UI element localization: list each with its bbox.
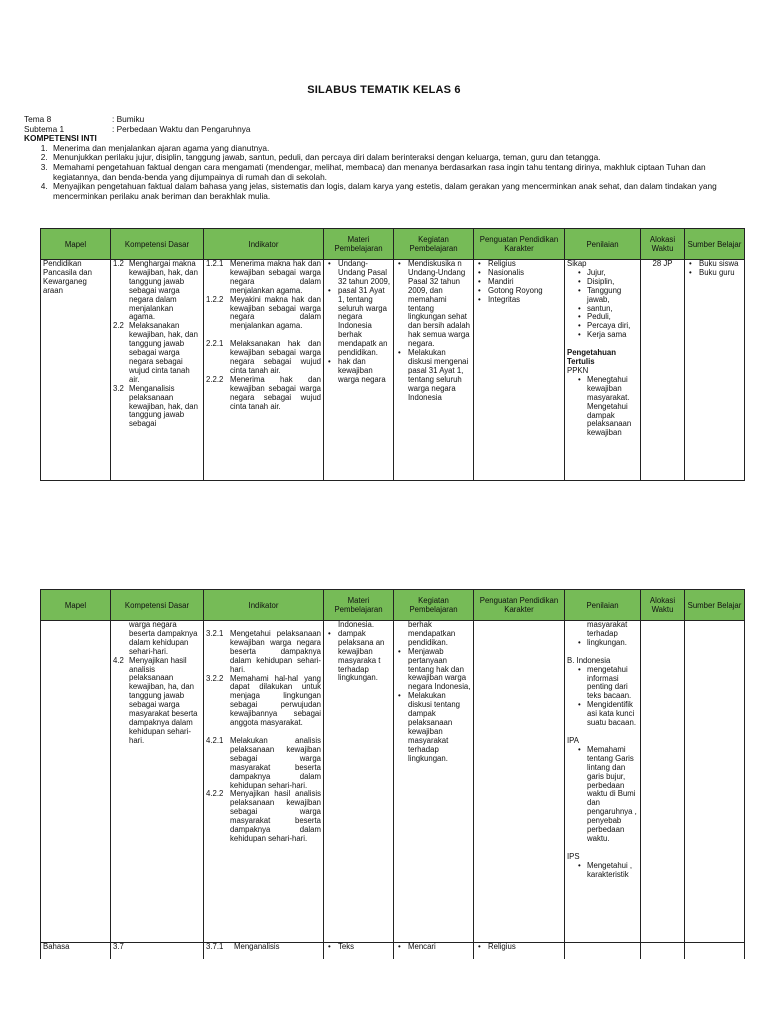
ppk-item: • Gotong Royong bbox=[488, 287, 562, 296]
page-title: SILABUS TEMATIK KELAS 6 bbox=[307, 84, 461, 96]
sikap-item: • santun, bbox=[587, 305, 638, 314]
cell-penilaian bbox=[565, 260, 641, 481]
ind-text: Menganalisis bbox=[234, 942, 280, 951]
cell-indikator bbox=[204, 260, 324, 481]
header-sumber: Sumber Belajar bbox=[685, 229, 745, 260]
header-kompetensi-dasar: Kompetensi Dasar bbox=[111, 229, 204, 260]
ppk-item: • Nasionalis bbox=[488, 269, 562, 278]
ind-text: Melaksanakan hak dan kewajiban sebagai warga negara sebagai wujud cinta tanah air. bbox=[230, 339, 321, 375]
cell-kompetensi-dasar bbox=[111, 260, 204, 481]
materi-continued: Indonesia. bbox=[338, 620, 374, 629]
ipa-item: • Memahami tentang Garis lintang dan garis bujur, perbedaan waktu di Bumi dan pengaruhnya , penyebab perbedaan waktu. bbox=[587, 746, 638, 844]
ind-text: Mengetahui pelaksanaan kewajiban warga negara beserta dampaknya dalam kehidupan sehari-hari. bbox=[230, 629, 321, 674]
table-header-row bbox=[41, 590, 745, 621]
ind-number: 1.2.1 bbox=[206, 259, 224, 268]
cell-alokasi bbox=[641, 621, 685, 943]
kd-text: Menyajikan hasil analisis pelaksanaan kewajiban, ha, dan tanggung jawab sebagai warga masyarakat beserta dampaknya dalam kehidupan sehari-hari. bbox=[129, 655, 198, 745]
header-penilaian: Penilaian bbox=[565, 590, 641, 621]
ind-text: Menerima makna hak dan kewajiban sebagai warga negara dalam menjalankan agama. bbox=[230, 259, 321, 295]
ppkn-label: PPKN bbox=[567, 365, 589, 375]
kegiatan-item: • Mendiskusika n Undang-Undang Pasal 32 tahun 2009, dan memahami tentang lingkungan sehat dan bersih adalah hak semua warga negara. bbox=[408, 260, 471, 349]
cell-ppk bbox=[474, 621, 565, 943]
cell-indikator bbox=[204, 621, 324, 943]
header-indikator: Indikator bbox=[204, 229, 324, 260]
ki-item: 4. Menyajikan pengetahuan faktual dalam bahasa yang jelas, sistematis dan logis, dalam karya yang estetis, dalam gerakan yang mencerminkan anak sehat, dan dalam tindakan yang mencerminkan perilaku anak beriman dan berakhlak mulia. bbox=[50, 182, 744, 201]
materi-item: • pasal 31 Ayat 1, tentang seluruh warga negara Indonesia berhak mendapatk an pendidikan. bbox=[338, 287, 391, 358]
cell-ppk bbox=[474, 260, 565, 481]
table-row bbox=[41, 621, 745, 943]
ppk-item: • Integritas bbox=[488, 296, 562, 305]
kegiatan-item: • Menjawab pertanyaan tentang hak dan kewajiban warga negara Indonesia, bbox=[408, 648, 471, 693]
header-alokasi: Alokasi Waktu bbox=[641, 229, 685, 260]
ind-text: Meyakini makna hak dan kewajiban sebagai warga negara dalam menjalankan agama. bbox=[230, 294, 321, 331]
materi-item: • Teks bbox=[338, 943, 391, 952]
header-ppk: Penguatan Pendidikan Karakter bbox=[474, 590, 565, 621]
cell-indikator bbox=[204, 943, 324, 959]
cell-kegiatan bbox=[394, 621, 474, 943]
header-kegiatan: Kegiatan Pembelajaran bbox=[394, 590, 474, 621]
tema-label: Tema 8 bbox=[24, 114, 52, 124]
kegiatan-item: • Melakukan diskusi tentang dampak pelaksanaan kewajiban masyarakat terhadap lingkungan. bbox=[408, 692, 471, 763]
cell-alokasi bbox=[641, 943, 685, 959]
cell-sumber bbox=[685, 260, 745, 481]
ind-text: Menyajikan hasil analisis pelaksanaan kewajiban sebagai warga masyarakat beserta dampaknya dalam kehidupan sehari-hari. bbox=[230, 789, 321, 843]
header-mapel: Mapel bbox=[41, 590, 111, 621]
tema-value: : Bumiku bbox=[112, 114, 145, 124]
bind-label: B. Indonesia bbox=[567, 655, 611, 665]
kegiatan-continued: berhak mendapatkan pendidikan. bbox=[408, 620, 456, 647]
kd-number: 3.2 bbox=[113, 383, 124, 393]
ips-item: • Mengetahui , karakteristik bbox=[587, 862, 638, 880]
ind-number: 3.2.1 bbox=[206, 629, 224, 638]
bind-item: • mengetahui informasi penting dari teks bacaan. bbox=[587, 666, 638, 702]
header-indikator: Indikator bbox=[204, 590, 324, 621]
pengetahuan-heading: Pengetahuan Tertulis bbox=[567, 348, 616, 367]
cell-kompetensi-dasar bbox=[111, 621, 204, 943]
header-materi: Materi Pembelajaran bbox=[324, 590, 394, 621]
table-row bbox=[41, 260, 745, 481]
ppkn-item: • Menegtahui kewajiban masyarakat. Mengetahui dampak pelaksanaan kewajiban bbox=[587, 376, 638, 438]
ind-text: Menerima hak dan kewajiban sebagai warga negara sebagai wujud cinta tanah air. bbox=[230, 374, 321, 411]
ppk-item: • Mandiri bbox=[488, 278, 562, 287]
syllabus-meta bbox=[24, 115, 744, 201]
ind-number: 3.2.2 bbox=[206, 673, 224, 683]
header-kompetensi-dasar: Kompetensi Dasar bbox=[111, 590, 204, 621]
sikap-item: • Percaya diri, bbox=[587, 322, 638, 331]
cell-materi bbox=[324, 621, 394, 943]
cell-kegiatan bbox=[394, 260, 474, 481]
ki-heading: KOMPETENSI INTI bbox=[24, 133, 97, 144]
kegiatan-item: • Mencari bbox=[408, 943, 471, 952]
cell-mapel bbox=[41, 621, 111, 943]
syllabus-table-2 bbox=[40, 589, 745, 959]
header-mapel: Mapel bbox=[41, 229, 111, 260]
materi-item: • dampak pelaksana an kewajiban masyaraka t terhadap lingkungan. bbox=[338, 630, 391, 683]
kd-continued: warga negara beserta dampaknya dalam kehidupan sehari-hari. bbox=[129, 620, 198, 656]
kd-text: Melaksanakan kewajiban, hak, dan tanggung jawab sebagai warga negara sebagai wujud cinta tanah air. bbox=[129, 321, 198, 384]
sikap-item: • Kerja sama bbox=[587, 331, 638, 340]
ind-number: 1.2.2 bbox=[206, 294, 224, 304]
ki-list bbox=[24, 144, 744, 202]
cell-kegiatan bbox=[394, 943, 474, 959]
kd-number: 1.2 bbox=[113, 259, 124, 268]
header-sumber: Sumber Belajar bbox=[685, 590, 745, 621]
ind-text: Memahami hal-hal yang dapat dilakukan untuk menjaga lingkungan sebagai perwujudan kewajibannya sebagai anggota masyarakat. bbox=[230, 673, 321, 728]
ki-item: 3. Memahami pengetahuan faktual dengan cara mengamati (mendengar, melihat, membaca) dan menanya berdasarkan rasa ingin tahu tentang dirinya, makhluk ciptaan Tuhan dan kegiatannya, dan benda-benda yang dijumpainya di rumah dan di sekolah. bbox=[50, 163, 744, 182]
ppk-item: • Religius bbox=[488, 943, 562, 952]
header-alokasi: Alokasi Waktu bbox=[641, 590, 685, 621]
cell-penilaian bbox=[565, 943, 641, 959]
ind-text: Melakukan analisis pelaksanaan kewajiban sebagai warga masyarakat beserta dampaknya dalam kehidupan sehari-hari. bbox=[230, 735, 321, 790]
bind-item: • Mengidentifik asi kata kunci suatu bacaan. bbox=[587, 701, 638, 728]
materi-item: • Undang-Undang Pasal 32 tahun 2009, bbox=[338, 260, 391, 287]
sikap-item: • Jujur, bbox=[587, 269, 638, 278]
kd-number: 4.2 bbox=[113, 655, 124, 665]
cell-alokasi: 28 JP bbox=[641, 260, 685, 481]
subtema-label: Subtema 1 bbox=[24, 123, 65, 134]
penilaian-item: • lingkungan. bbox=[587, 639, 638, 648]
materi-item: • hak dan kewajiban warga negara bbox=[338, 358, 391, 385]
cell-sumber bbox=[685, 943, 745, 959]
sumber-item: • Buku guru bbox=[699, 269, 742, 278]
cell-materi bbox=[324, 943, 394, 959]
penilaian-continued: masyarakat terhadap bbox=[587, 620, 628, 638]
ind-number: 2.2.2 bbox=[206, 374, 224, 384]
sikap-item: • Peduli, bbox=[587, 313, 638, 322]
table-row bbox=[41, 943, 745, 959]
cell-kompetensi-dasar: 3.7 bbox=[111, 943, 204, 959]
kd-number: 2.2 bbox=[113, 321, 124, 331]
kd-text: Menghargai makna kewajiban, hak, dan tanggung jawab sebagai warga negara dalam menjalankan agama. bbox=[129, 259, 198, 322]
table-header-row bbox=[41, 229, 745, 260]
cell-materi bbox=[324, 260, 394, 481]
sikap-item: • Disiplin, bbox=[587, 278, 638, 287]
cell-mapel: Pendidikan Pancasila dan Kewarganeg araan bbox=[41, 260, 111, 481]
sumber-item: • Buku siswa bbox=[699, 260, 742, 269]
cell-ppk bbox=[474, 943, 565, 959]
header-kegiatan: Kegiatan Pembelajaran bbox=[394, 229, 474, 260]
ki-item: 1. Menerima dan menjalankan ajaran agama yang dianutnya. bbox=[50, 144, 744, 154]
ind-number: 4.2.1 bbox=[206, 735, 224, 745]
ki-item: 2. Menunjukkan perilaku jujur, disiplin, tanggung jawab, santun, peduli, dan percaya diri dalam berinteraksi dengan keluarga, teman, guru dan tetangga. bbox=[50, 153, 744, 163]
subtema-value: : Perbedaan Waktu dan Pengaruhnya bbox=[112, 123, 251, 134]
kegiatan-item: • Melakukan diskusi mengenai pasal 31 Ayat 1, tentang seluruh warga negara Indonesia bbox=[408, 349, 471, 402]
header-ppk: Penguatan Pendidikan Karakter bbox=[474, 229, 565, 260]
ind-number: 3.7.1 bbox=[206, 942, 224, 951]
cell-mapel: Bahasa bbox=[41, 943, 111, 959]
cell-sumber bbox=[685, 621, 745, 943]
ind-number: 2.2.1 bbox=[206, 339, 224, 349]
header-materi: Materi Pembelajaran bbox=[324, 229, 394, 260]
syllabus-table-1 bbox=[40, 228, 745, 481]
header-penilaian: Penilaian bbox=[565, 229, 641, 260]
sikap-item: • Tanggung jawab, bbox=[587, 287, 638, 305]
kd-text: Menganalisis pelaksanaan kewajiban, hak, dan tanggung jawab sebagai bbox=[129, 383, 198, 429]
ipa-label: IPA bbox=[567, 735, 579, 745]
sikap-heading: Sikap bbox=[567, 259, 587, 268]
ind-number: 4.2.2 bbox=[206, 789, 224, 799]
cell-penilaian bbox=[565, 621, 641, 943]
ppk-item: • Religius bbox=[488, 260, 562, 269]
ips-label: IPS bbox=[567, 851, 580, 861]
